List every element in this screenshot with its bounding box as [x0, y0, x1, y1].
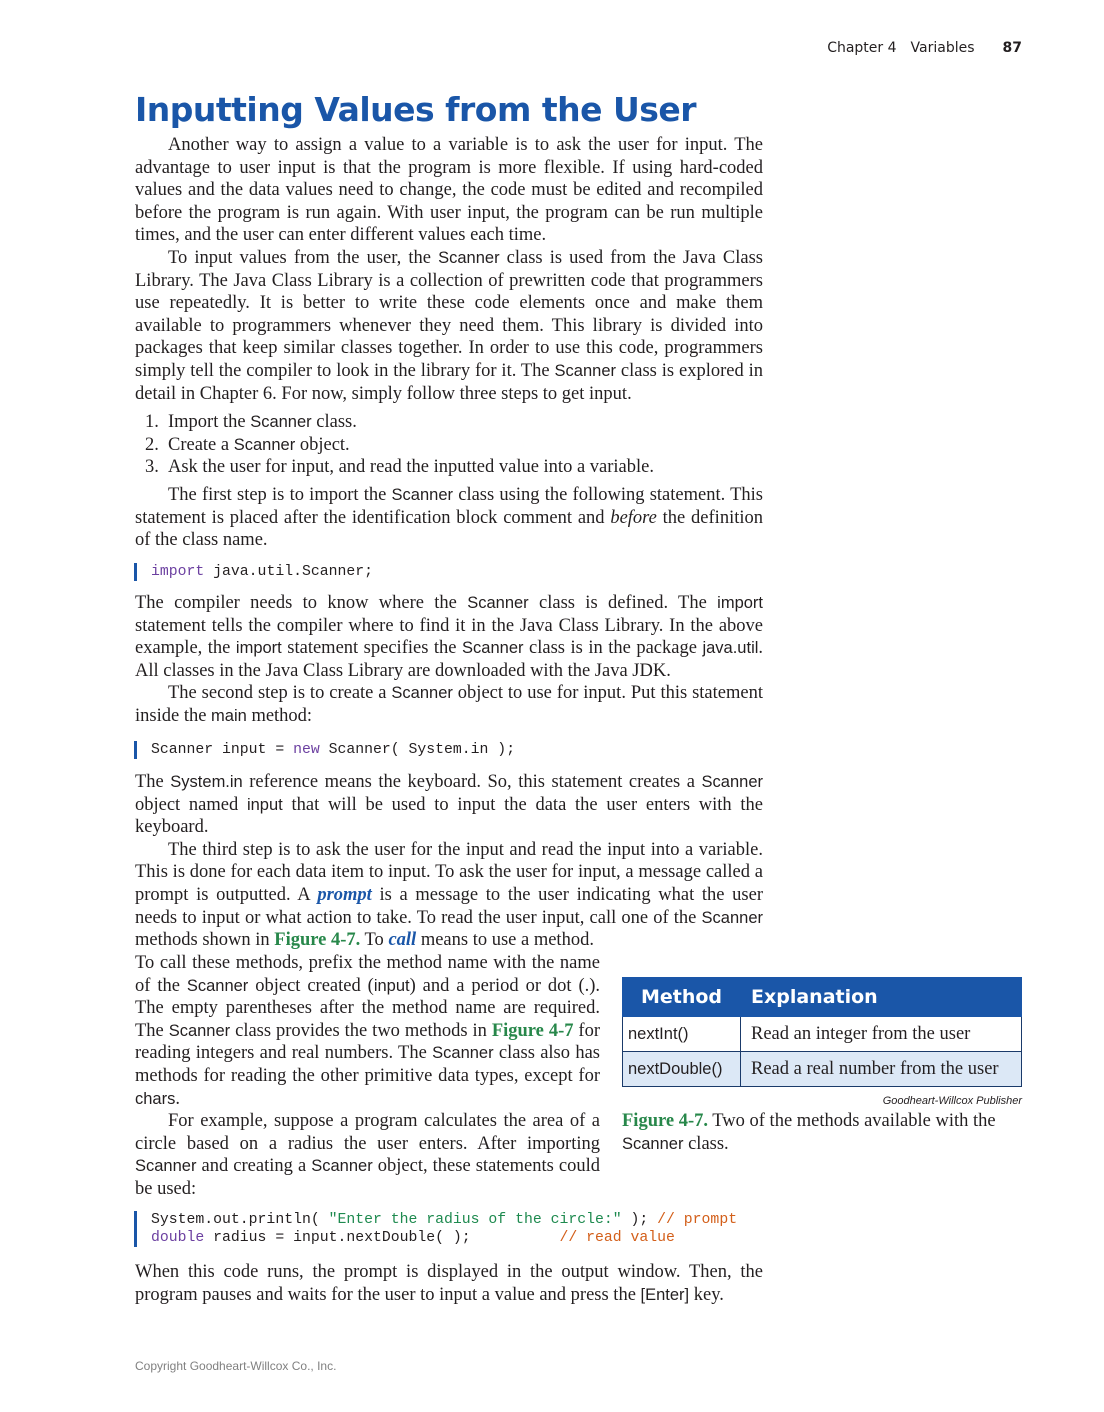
paragraph: For example, suppose a program calculates the area of a circle based on a radius the user enters. After importing Scanner and creating a Scanner object, these statements could be used:: [135, 1111, 600, 1199]
table-cell: nextInt(): [623, 1017, 741, 1052]
table-cell: Read a real number from the user: [741, 1052, 1022, 1087]
figure-caption: Figure 4-7. Two of the methods available with the Scanner class.: [622, 1111, 996, 1154]
body-text-narrow: [135, 952, 600, 1201]
table-header: Explanation: [741, 978, 1022, 1017]
body-text: [135, 484, 763, 552]
paragraph: To input values from the user, the Scanner class is used from the Java Class Library. The Java Class Library is a collection of prewritten code that programmers use repeatedly. It is better to write these code elements once and make them available to programmers whenever they need them. This library is divided into packages that keep similar classes together. In order to use this code, programmers simply tell the compiler to look in the library for it. The Scanner class is explored in detail in Chapter 6. For now, simply follow three steps to get input.: [135, 247, 763, 404]
table-cell: nextDouble(): [623, 1052, 741, 1087]
paragraph: The third step is to ask the user for the input and read the input into a variable. This is done for each data item to input. To ask the user for input, a message called a prompt is outputted. A prompt is a message to the user indicating what the user needs to input or what action to take. To read the user input, call one of the Scanner methods shown in Figure 4-7. To call means to use a method.: [135, 839, 763, 951]
list-item: 2. Create a Scanner object.: [145, 434, 350, 455]
paragraph: To call these methods, prefix the method name with the name of the Scanner object created (input) and a period or dot (.). The empty parentheses after the method name are required. The Scanner class provides the two methods in Figure 4-7 for reading integers and real numbers. The Scanner class also has methods for reading the other primitive data types, except for chars.: [135, 953, 601, 1109]
steps-list: [145, 411, 765, 479]
section-heading: Inputting Values from the User: [135, 90, 697, 129]
table-row: [623, 1052, 1022, 1087]
page-number: 87: [1002, 40, 1022, 56]
code-line: double radius = input.nextDouble( ); // read value: [151, 1230, 675, 1246]
paragraph: Another way to assign a value to a variable is to ask the user for input. The advantage to user input is that the program is more flexible. If using hard-coded values and the data values need to change, the code must be edited and recompiled before the program is run again. With user input, the program can be run multiple times, and the user can enter different values each time.: [135, 135, 763, 246]
methods-table: [622, 977, 1022, 1087]
figure-credit: Goodheart-Willcox Publisher: [882, 1095, 1022, 1107]
table-row: [623, 1017, 1022, 1052]
list-item: 3. Ask the user for input, and read the inputted value into a variable.: [145, 457, 654, 478]
paragraph: The second step is to create a Scanner object to use for input. Put this statement inside the main method:: [135, 683, 763, 726]
body-text: [135, 771, 763, 952]
running-header: [827, 40, 1022, 56]
chapter-title: Variables: [910, 40, 975, 56]
code-block-import: import java.util.Scanner;: [134, 563, 373, 581]
paragraph: The System.in reference means the keyboard. So, this statement creates a Scanner object named input that will be used to input the data the user enters with the keyboard.: [135, 772, 763, 838]
list-item: 1. Import the Scanner class.: [145, 412, 357, 432]
table-cell: Read an integer from the user: [741, 1017, 1022, 1052]
chapter-label: Chapter 4: [827, 40, 897, 56]
body-text: [135, 592, 763, 728]
paragraph: When this code runs, the prompt is displayed in the output window. Then, the program pauses and waits for the user to input a value and press the [Enter] key.: [135, 1262, 763, 1305]
code-block-scanner: Scanner input = new Scanner( System.in );: [134, 741, 515, 759]
paragraph: The first step is to import the Scanner class using the following statement. This statement is placed after the identification block comment and before the definition of the class name.: [135, 485, 763, 551]
intro-text: [135, 134, 763, 405]
paragraph: The compiler needs to know where the Scanner class is defined. The import statement tells the compiler where to find it in the Java Class Library. In the above example, the import statement specifies the Scanner class is in the package java.util. All classes in the Java Class Library are downloaded with the Java JDK.: [135, 593, 764, 681]
code-line: System.out.println( "Enter the radius of the circle:" ); // prompt: [151, 1212, 738, 1228]
code-block-input: [134, 1211, 737, 1247]
body-text: [135, 1261, 763, 1306]
copyright-notice: Copyright Goodheart-Willcox Co., Inc.: [135, 1359, 337, 1373]
table-header-row: [623, 978, 1022, 1017]
table-header: Method: [623, 978, 741, 1017]
